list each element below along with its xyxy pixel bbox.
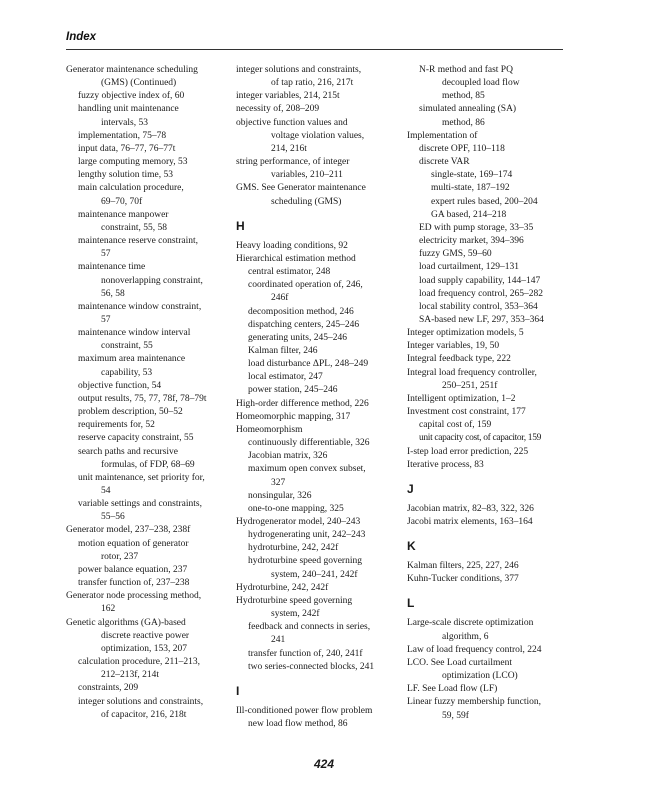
index-entry: system, 240–241, 242f: [271, 569, 358, 580]
index-entry: one-to-one mapping, 325: [248, 503, 344, 514]
index-entry: 212–213f, 214t: [101, 670, 160, 681]
index-entry: I-step load error prediction, 225: [407, 446, 529, 457]
index-entry: 162: [101, 604, 116, 615]
index-entry: Homeomorphism: [236, 424, 303, 435]
running-header: Index: [66, 31, 97, 43]
index-entry: variables, 210–211: [271, 170, 343, 181]
section-heading-i: I: [236, 683, 240, 698]
index-entry: Integral load frequency controller,: [407, 367, 537, 378]
index-entry: transfer function of, 240, 241f: [248, 648, 363, 659]
index-entry: Genetic algorithms (GA)-based: [66, 617, 186, 628]
index-entry: local stability control, 353–364: [419, 301, 538, 312]
index-entry: 246f: [271, 293, 289, 304]
index-column-1: [66, 64, 226, 722]
index-entry: string performance, of integer: [236, 157, 350, 168]
index-entry: optimization (LCO): [442, 671, 518, 682]
header-rule: [66, 49, 563, 50]
index-entry: maximum area maintenance: [78, 354, 186, 365]
index-entry: maintenance reserve constraint,: [78, 236, 199, 247]
index-entry: Jacobian matrix, 326: [248, 451, 328, 462]
index-entry: lengthy solution time, 53: [78, 170, 173, 181]
index-entry: constraint, 55: [101, 341, 153, 352]
index-entry: main calculation procedure,: [78, 183, 184, 194]
index-entry: LF. See Load flow (LF): [407, 684, 498, 695]
index-entry: 54: [101, 486, 111, 496]
index-entry: Generator model, 237–238, 238f: [66, 525, 191, 536]
index-entry: rotor, 237: [101, 551, 139, 562]
index-entry: necessity of, 208–209: [236, 104, 320, 115]
index-entry: Integer variables, 19, 50: [407, 341, 500, 352]
index-entry: integer solutions and constraints,: [236, 65, 362, 75]
index-entry: nonsingular, 326: [248, 490, 312, 501]
index-entry: Generator node processing method,: [66, 591, 202, 602]
index-entry: Hydrogenerator model, 240–243: [236, 517, 361, 527]
index-entry: ED with pump storage, 33–35: [419, 222, 534, 233]
index-entry: High-order difference method, 226: [236, 398, 369, 409]
index-entry: Investment cost constraint, 177: [407, 407, 526, 418]
index-entry: Kalman filter, 246: [248, 345, 318, 356]
index-entry: 56, 58: [101, 288, 125, 299]
index-entry: problem description, 50–52: [78, 407, 183, 418]
index-entry: Kalman filters, 225, 227, 246: [407, 561, 519, 572]
index-entry: Kuhn-Tucker conditions, 377: [407, 574, 519, 585]
index-entry: load frequency control, 265–282: [419, 288, 543, 299]
index-entry: hydroturbine speed governing: [248, 556, 362, 567]
index-entry: power station, 245–246: [248, 385, 338, 396]
index-entry: motion equation of generator: [78, 538, 189, 549]
index-entry: load disturbance ΔPL, 248–249: [248, 359, 369, 370]
index-entry: maintenance window interval: [78, 328, 191, 339]
index-entry: hydrogenerating unit, 242–243: [248, 530, 366, 541]
index-column-2: [236, 64, 396, 731]
index-entry: discrete reactive power: [101, 630, 190, 641]
index-entry: hydroturbine, 242, 242f: [248, 543, 339, 554]
index-entry: method, 86: [442, 117, 485, 128]
index-entry: SA-based new LF, 297, 353–364: [419, 314, 544, 325]
index-entry: optimization, 153, 207: [101, 643, 188, 654]
index-entry: transfer function of, 237–238: [78, 578, 190, 589]
index-entry: capital cost of, 159: [419, 420, 492, 431]
index-entry: single-state, 169–174: [431, 170, 513, 181]
index-entry: maintenance time: [78, 262, 146, 273]
index-entry: dispatching centers, 245–246: [248, 319, 360, 330]
index-entry: voltage violation values,: [271, 130, 365, 141]
index-entry: Generator maintenance scheduling: [66, 65, 198, 75]
index-entry: large computing memory, 53: [78, 157, 188, 168]
index-entry: unit maintenance, set priority for,: [78, 472, 205, 483]
index-column-3: [407, 64, 569, 723]
index-entry: nonoverlapping constraint,: [101, 275, 203, 286]
index-entry: maximum open convex subset,: [248, 464, 366, 475]
index-entry: Implementation of: [407, 130, 478, 141]
index-entry: decoupled load flow: [442, 78, 520, 89]
index-entry: power balance equation, 237: [78, 564, 188, 575]
index-entry: objective function values and: [236, 117, 348, 128]
index-entry: simulated annealing (SA): [419, 104, 517, 115]
index-entry: Integral feedback type, 222: [407, 354, 511, 365]
index-entry: Heavy loading conditions, 92: [236, 240, 348, 251]
index-entry: 327: [271, 477, 286, 488]
index-entry: two series-connected blocks, 241: [248, 661, 375, 672]
index-entry: discrete OPF, 110–118: [419, 143, 505, 154]
index-entry: system, 242f: [271, 609, 320, 620]
index-entry: Hydroturbine speed governing: [236, 595, 353, 606]
index-entry: expert rules based, 200–204: [431, 196, 538, 207]
index-entry: continuously differentiable, 326: [248, 438, 370, 449]
index-entry: variable settings and constraints,: [78, 499, 202, 510]
index-entry: input data, 76–77, 76–77t: [78, 143, 176, 154]
index-entry: Hierarchical estimation method: [236, 253, 356, 264]
section-heading-k: K: [407, 539, 416, 554]
index-entry: load curtailment, 129–131: [419, 262, 519, 273]
index-entry: Law of load frequency control, 224: [407, 644, 542, 655]
index-entry: Homeomorphic mapping, 317: [236, 411, 351, 422]
index-entry: implementation, 75–78: [78, 130, 167, 141]
section-heading-h: H: [236, 218, 245, 233]
index-entry: local estimator, 247: [248, 372, 323, 383]
index-entry: 241: [271, 635, 286, 646]
index-entry: of tap ratio, 216, 217t: [271, 78, 354, 89]
index-entry: scheduling (GMS): [271, 196, 342, 207]
index-entry: Large-scale discrete optimization: [407, 618, 534, 629]
index-entry: multi-state, 187–192: [431, 183, 510, 194]
index-entry: 55–56: [101, 512, 125, 523]
index-entry: Hydroturbine, 242, 242f: [236, 582, 329, 593]
index-entry: formulas, of FDP, 68–69: [101, 459, 195, 470]
index-entry: 59, 59f: [442, 710, 469, 721]
index-entry: GA based, 214–218: [431, 209, 507, 220]
index-entry: objective function, 54: [78, 380, 162, 391]
index-entry: 69–70, 70f: [101, 196, 143, 207]
index-entry: integer variables, 214, 215t: [236, 91, 340, 102]
index-entry: load supply capability, 144–147: [419, 275, 541, 286]
index-entry: decomposition method, 246: [248, 306, 354, 317]
index-entry: coordinated operation of, 246,: [248, 280, 363, 291]
index-entry: maintenance manpower: [78, 209, 169, 220]
index-entry: of capacitor, 216, 218t: [101, 709, 187, 720]
index-entry: constraints, 209: [78, 683, 139, 694]
index-entry: capability, 53: [101, 367, 153, 378]
index-entry: GMS. See Generator maintenance: [236, 183, 366, 194]
index-entry: Linear fuzzy membership function,: [407, 697, 542, 708]
index-entry: constraint, 55, 58: [101, 222, 167, 233]
index-entry: Jacobi matrix elements, 163–164: [407, 517, 533, 527]
index-entry: calculation procedure, 211–213,: [78, 657, 201, 668]
index-entry: integer solutions and constraints,: [78, 696, 204, 707]
index-entry: algorithm, 6: [442, 631, 489, 642]
index-entry: Iterative process, 83: [407, 459, 484, 470]
index-entry: output results, 75, 77, 78f, 78–79t: [78, 393, 207, 404]
index-entry: intervals, 53: [101, 117, 148, 128]
index-entry: 57: [101, 249, 111, 260]
index-entry: unit capacity cost, of capacitor, 159: [419, 433, 541, 444]
index-entry: maintenance window constraint,: [78, 301, 202, 312]
page-number: 424: [313, 757, 335, 771]
index-entry: fuzzy GMS, 59–60: [419, 249, 492, 260]
section-heading-j: J: [407, 481, 414, 496]
index-entry: feedback and connects in series,: [248, 622, 371, 633]
index-entry: handling unit maintenance: [78, 104, 179, 115]
section-heading-l: L: [407, 596, 415, 611]
index-entry: generating units, 245–246: [248, 332, 347, 343]
index-entry: method, 85: [442, 91, 485, 102]
index-entry: reserve capacity constraint, 55: [78, 433, 194, 444]
index-entry: search paths and recursive: [78, 446, 178, 457]
index-entry: requirements for, 52: [78, 420, 155, 431]
index-entry: Jacobian matrix, 82–83, 322, 326: [407, 503, 534, 514]
index-entry: N-R method and fast PQ: [419, 65, 513, 75]
index-entry: central estimator, 248: [248, 267, 331, 278]
index-entry: 250–251, 251f: [442, 380, 498, 391]
index-entry: fuzzy objective index of, 60: [78, 91, 185, 102]
index-entry: Intelligent optimization, 1–2: [407, 393, 516, 404]
index-entry: Integer optimization models, 5: [407, 328, 524, 339]
index-entry: LCO. See Load curtailment: [407, 657, 512, 668]
index-entry: 214, 216t: [271, 143, 307, 154]
index-entry: (GMS) (Continued): [101, 78, 177, 89]
index-entry: 57: [101, 314, 111, 325]
index-entry: discrete VAR: [419, 157, 470, 168]
index-entry: Ill-conditioned power flow problem: [236, 705, 373, 716]
index-entry: new load flow method, 86: [248, 719, 348, 730]
index-entry: electricity market, 394–396: [419, 236, 524, 247]
